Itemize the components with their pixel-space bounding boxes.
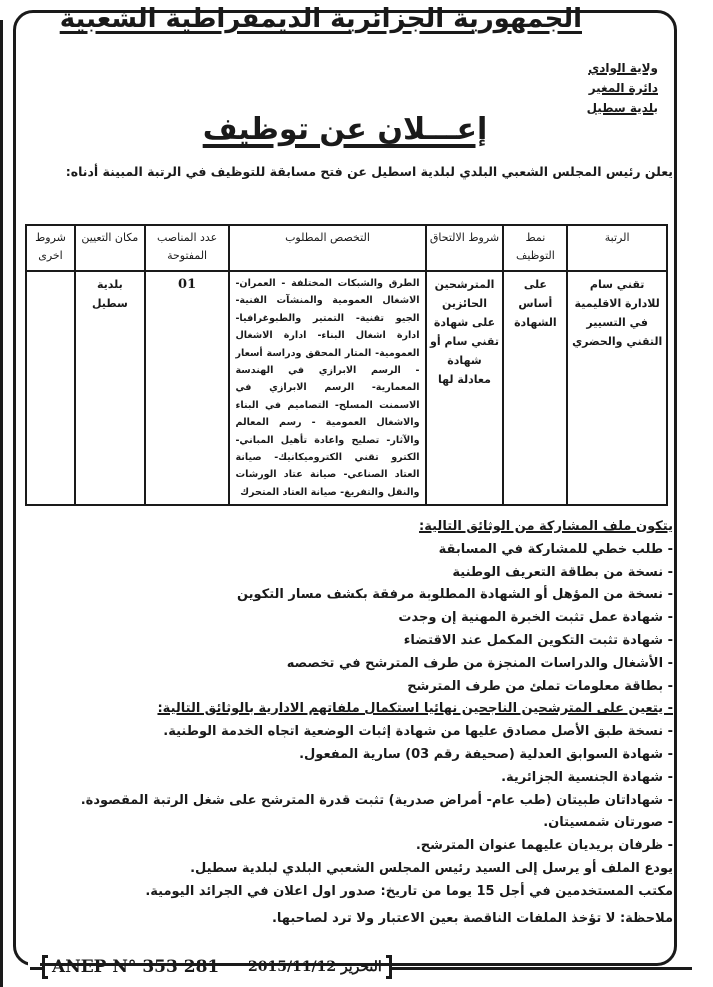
successful-item: - شهاداتان طبيتان (طب عام- أمراض صدرية) تثبت قدرة المترشح على شغل الرتبة المقصودة.: [80, 792, 673, 808]
publication-date: [248, 959, 382, 975]
announcement-title: إعـــلان عن توظيف: [202, 112, 488, 147]
page-edge-bar: [0, 20, 3, 987]
cell-other: [26, 271, 75, 505]
cell-specialty: الطرق والشبكات المختلفة - العمران- الاشغال العمومية والمنشآت الفنية- الجيو تقنية- التمتير والطبوغرافيا- ادارة اشغال البناء- ادارة الاشغال العمومية- المتار المحقق ودراسة أسعار - الرسم الابرازي في الهندسة المعمارية- الرسم الابرازي في الاسمنت المسلح- التصاميم في البناء والاشغال العمومية - رسم المعالم والآثار- تصليح واعادة تأهيل المباني- الكترو تقني الكتروميكانيك- صيانة العتاد الصناعي- صيانة عتاد الورشات والنقل والتفريغ- صيانة العتاد المتحرك: [229, 271, 425, 505]
footer: [30, 955, 400, 981]
header-rank: الرتبة: [567, 225, 667, 271]
successful-item: - شهادة الجنسية الجزائرية.: [501, 769, 673, 785]
announcement-intro: يعلن رئيس المجلس الشعبي البلدي لبلدية اسطيل عن فتح مسابقة للتوظيف في الرتبة المبينة أدناه:: [65, 164, 673, 179]
successful-item: - نسخة طبق الأصل مصادق عليها من شهادة إثبات الوضعية اتجاه الخدمة الوطنية.: [163, 724, 673, 740]
header-conditions: شروط الالتحاق: [426, 225, 504, 271]
table-row: [26, 271, 667, 505]
cell-conditions: المترشحين الحائزين على شهادة تقني سام أو شهادة معادلة لها: [426, 271, 504, 505]
commune-label: بلدية سطيل: [586, 101, 658, 115]
daira-label: دائرة المغير: [588, 81, 658, 95]
document-item: - بطاقة معلومات تملئ من طرف المترشح: [407, 678, 673, 694]
administrative-header: [587, 58, 658, 118]
documents-section: [53, 516, 673, 930]
successful-item: - صورتان شمسيتان.: [543, 815, 673, 831]
document-item: - شهادة عمل تثبت الخبرة المهنية إن وجدت: [398, 610, 673, 626]
bracket-left-icon: [42, 955, 48, 979]
wilaya-label: ولاية الوادي: [588, 61, 658, 75]
recruitment-table: [25, 224, 668, 506]
header-mode: نمط التوظيف: [503, 225, 567, 271]
document-item: - شهادة تثبت التكوين المكمل عند الاقتضاء: [403, 632, 673, 648]
date-value: 2015/11/12: [248, 959, 337, 975]
header-place: مكان التعيين: [75, 225, 145, 271]
document-item: - نسخة من المؤهل أو الشهادة المطلوبة مرفقة بكشف مسار التكوين: [236, 587, 673, 603]
document-item: - الأشغال والدراسات المنجزة من طرف المترشح في تخصصه: [286, 655, 673, 671]
table-header-row: [26, 225, 667, 271]
documents-heading: يتكون ملف المشاركة من الوثائق التالية:: [419, 519, 673, 534]
successful-item: - ظرفان بريديان عليهما عنوان المترشح.: [415, 838, 673, 854]
document-item: - نسخة من بطاقة التعريف الوطنية: [452, 564, 673, 580]
successful-item: - شهادة السوابق العدلية (صحيفة رقم 03) سارية المفعول.: [299, 746, 673, 762]
cell-rank: تقني سام للادارة الاقليمية في التسيير التقني والحضري: [567, 271, 667, 505]
cell-posts: 01: [145, 271, 230, 505]
date-label: التحرير: [341, 959, 382, 975]
header-other: شروط اخرى: [26, 225, 75, 271]
note: ملاحظة: لا تؤخذ الملفات الناقصة بعين الاعتبار ولا ترد لصاحبها.: [271, 910, 673, 926]
header-specialty: التخصص المطلوب: [229, 225, 425, 271]
anep-reference: ANEP N° 353 281: [52, 957, 220, 977]
republic-title: الجمهورية الجزائرية الديمقراطية الشعبية: [59, 4, 582, 34]
deadline-instruction: مكتب المستخدمين في أجل 15 يوما من تاريخ: صدور اول اعلان في الجرائد اليومية.: [145, 883, 673, 899]
deposit-instruction: يودع الملف أو يرسل إلى السيد رئيس المجلس الشعبي البلدي لبلدية سطيل.: [190, 860, 673, 876]
footer-rule-left: [30, 967, 42, 970]
cell-mode: على أساس الشهادة: [503, 271, 567, 505]
header-posts: عدد المناصب المفتوحة: [145, 225, 230, 271]
successful-candidates-heading: - يتعين على المترشحين الناجحين نهائيا استكمال ملفاتهم الادارية بالوثائق التالية:: [157, 701, 673, 717]
cell-place: بلدية سطيل: [75, 271, 145, 505]
footer-rule-right: [392, 967, 692, 970]
document-item: - طلب خطي للمشاركة في المسابقة: [438, 541, 673, 557]
